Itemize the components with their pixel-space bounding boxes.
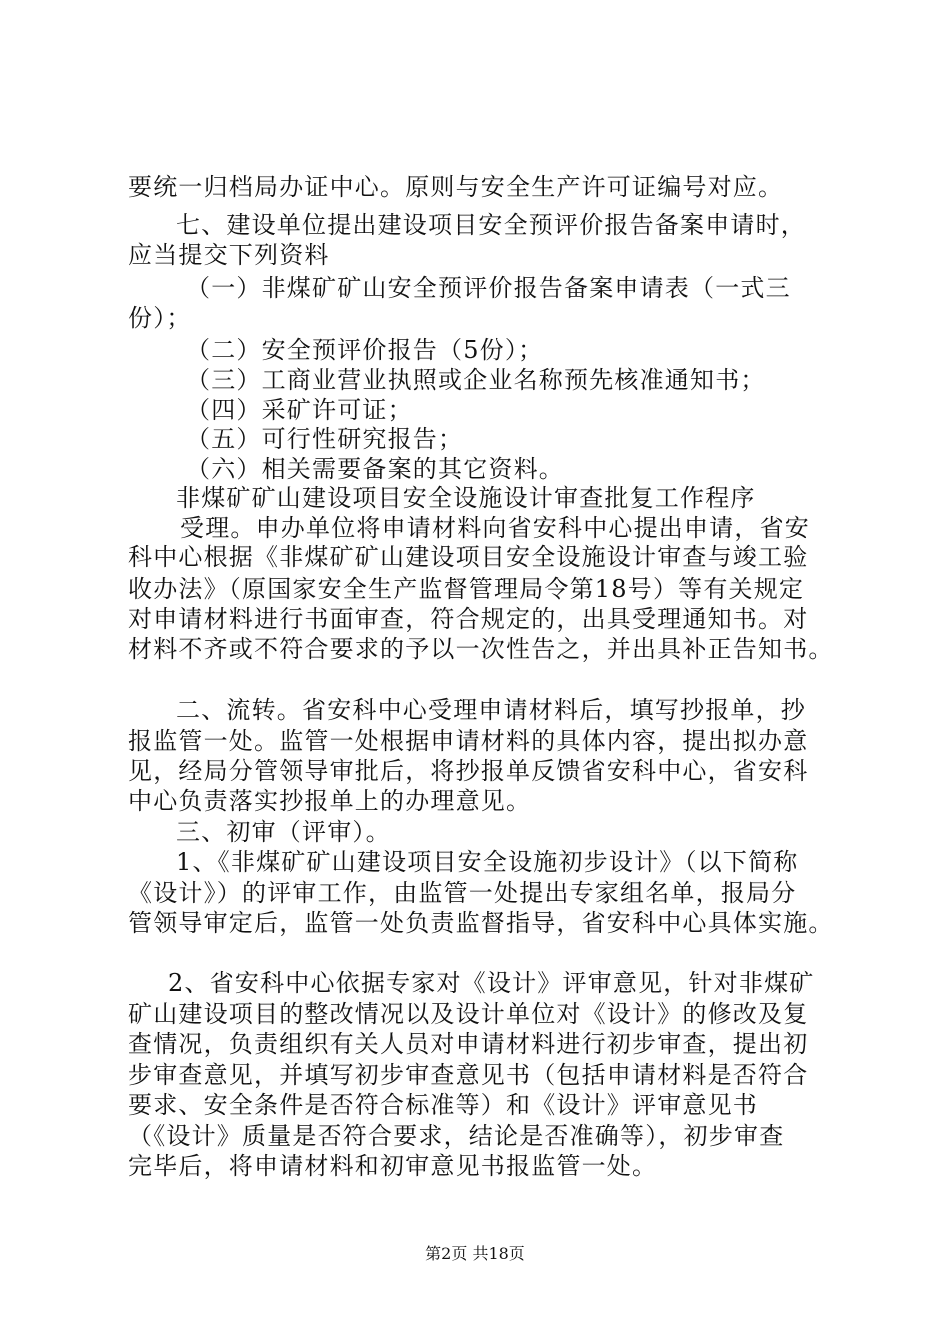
text-line: 中心负责落实抄报单上的办理意见。 <box>128 787 532 815</box>
section-heading: 非煤矿矿山建设项目安全设施设计审查批复工作程序 <box>176 484 756 512</box>
text-line: 完毕后，将申请材料和初审意见书报监管一处。 <box>128 1152 658 1180</box>
text-line: （二）安全预评价报告（5份）； <box>186 336 544 364</box>
text-line: （三）工商业营业执照或企业名称预先核准通知书； <box>186 366 766 394</box>
text-line: 查情况，负责组织有关人员对申请材料进行初步审查，提出初 <box>128 1030 809 1058</box>
text-line: 1、《非煤矿矿山建设项目安全设施初步设计》（以下简称 <box>176 848 799 876</box>
text-line: 二、流转。省安科中心受理申请材料后，填写抄报单，抄 <box>176 696 806 724</box>
text-line: 应当提交下列资料 <box>128 241 330 269</box>
text-line: （五）可行性研究报告； <box>186 425 464 453</box>
text-line: （一）非煤矿矿山安全预评价报告备案申请表（一式三 <box>186 274 791 302</box>
text-line: 矿山建设项目的整改情况以及设计单位对《设计》的修改及复 <box>128 1000 809 1028</box>
text-line: 受理。申办单位将申请材料向省安科中心提出申请，省安 <box>180 514 810 542</box>
section-heading: 三、初审（评审）。 <box>176 818 391 846</box>
page-number: 第2页 共18页 <box>425 1244 525 1263</box>
text-line: （四）采矿许可证； <box>186 396 413 424</box>
text-line: 2、省安科中心依据专家对《设计》评审意见，针对非煤矿 <box>168 969 815 997</box>
text-line: 收办法》（原国家安全生产监督管理局令第18号）等有关规定 <box>128 575 805 603</box>
text-line: 科中心根据《非煤矿矿山建设项目安全设施设计审查与竣工验 <box>128 543 809 571</box>
text-line: 要统一归档局办证中心。原则与安全生产许可证编号对应。 <box>128 173 784 201</box>
text-line: 报监管一处。监管一处根据申请材料的具体内容，提出拟办意 <box>128 727 809 755</box>
text-line: 要求、安全条件是否符合标准等）和《设计》评审意见书 <box>128 1091 758 1119</box>
text-line: 管领导审定后，监管一处负责监督指导，省安科中心具体实施。 <box>128 909 834 937</box>
text-line: 步审查意见，并填写初步审查意见书（包括申请材料是否符合 <box>128 1061 809 1089</box>
text-line: 见，经局分管领导审批后，将抄报单反馈省安科中心，省安科 <box>128 757 809 785</box>
text-line: 《设计》）的评审工作，由监管一处提出专家组名单，报局分 <box>128 879 797 907</box>
text-line: （《设计》质量是否符合要求，结论是否准确等），初步审查 <box>128 1122 785 1150</box>
text-line: 七、建设单位提出建设项目安全预评价报告备案申请时， <box>176 211 806 239</box>
text-line: 材料不齐或不符合要求的予以一次性告之，并出具补正告知书。 <box>128 635 834 663</box>
text-line: 对申请材料进行书面审查，符合规定的，出具受理通知书。对 <box>128 605 809 633</box>
text-line: （六）相关需要备案的其它资料。 <box>186 455 564 483</box>
text-line: 份）； <box>128 304 192 332</box>
